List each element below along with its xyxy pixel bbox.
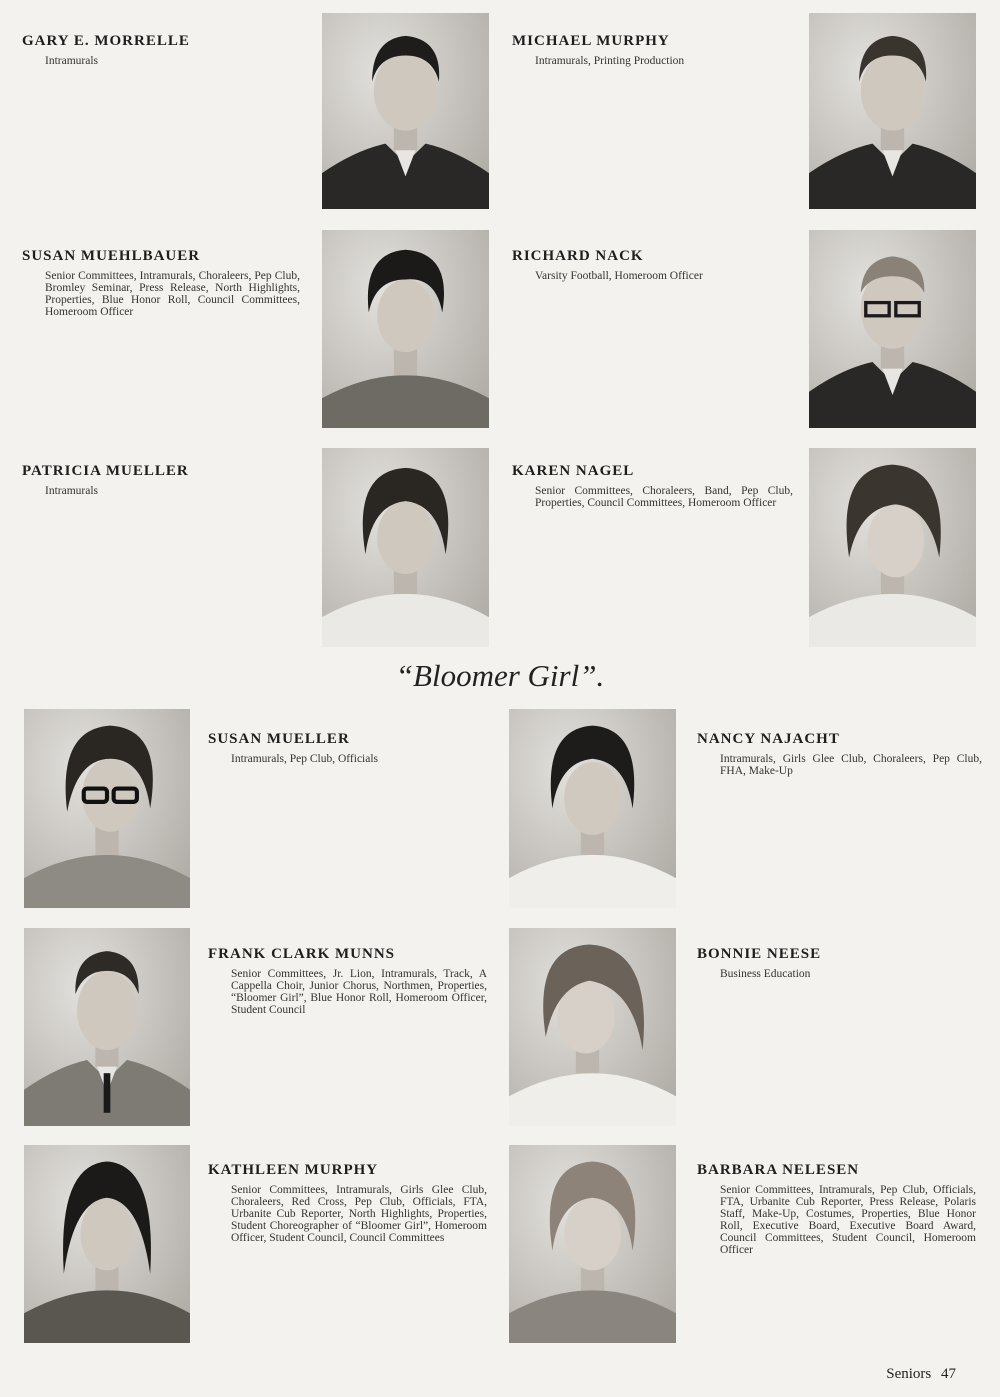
senior-portrait-photo bbox=[322, 448, 489, 647]
senior-entry bbox=[697, 731, 982, 777]
senior-activities: Senior Committees, Intramurals, Choraleers, Pep Club, Bromley Seminar, Press Release, North Highlights, Properties, Blue Honor Roll, Council Committees, Homeroom Officer bbox=[45, 270, 300, 318]
senior-entry bbox=[512, 463, 797, 509]
senior-name: FRANK CLARK MUNNS bbox=[208, 946, 395, 962]
section-label: Seniors bbox=[886, 1366, 932, 1382]
senior-entry bbox=[208, 946, 493, 1016]
senior-entry bbox=[22, 33, 307, 67]
senior-entry bbox=[512, 33, 797, 67]
senior-portrait-photo bbox=[509, 928, 676, 1126]
senior-name: BONNIE NEESE bbox=[697, 946, 822, 962]
senior-portrait-photo bbox=[24, 928, 190, 1126]
senior-portrait-photo bbox=[24, 709, 190, 908]
senior-name: MICHAEL MURPHY bbox=[512, 33, 670, 49]
senior-activities: Varsity Football, Homeroom Officer bbox=[535, 270, 703, 282]
senior-name: NANCY NAJACHT bbox=[697, 731, 840, 747]
senior-name: SUSAN MUELLER bbox=[208, 731, 350, 747]
senior-entry bbox=[697, 1162, 982, 1256]
senior-portrait-photo bbox=[809, 230, 976, 428]
senior-name: PATRICIA MUELLER bbox=[22, 463, 189, 479]
senior-portrait-photo bbox=[509, 1145, 676, 1343]
senior-entry bbox=[208, 731, 493, 765]
quote-caption: “Bloomer Girl”. bbox=[395, 658, 605, 693]
senior-activities: Intramurals, Printing Production bbox=[535, 55, 685, 67]
senior-activities: Intramurals bbox=[45, 485, 99, 497]
senior-portrait-photo bbox=[809, 448, 976, 647]
senior-name: KAREN NAGEL bbox=[512, 463, 635, 479]
senior-activities: Senior Committees, Choraleers, Band, Pep Club, Properties, Council Committees, Homeroom Officer bbox=[535, 485, 793, 509]
senior-entry bbox=[512, 248, 797, 282]
senior-activities: Business Education bbox=[720, 968, 811, 980]
senior-entry bbox=[208, 1162, 493, 1244]
senior-name: SUSAN MUEHLBAUER bbox=[22, 248, 201, 264]
senior-activities: Senior Committees, Jr. Lion, Intramurals, Track, A Cappella Choir, Junior Chorus, Northmen, Properties, “Bloomer Girl”, Blue Honor Roll, Homeroom Officer, Student Council bbox=[231, 968, 487, 1016]
senior-portrait-photo bbox=[809, 13, 976, 209]
senior-name: RICHARD NACK bbox=[512, 248, 644, 264]
senior-portrait-photo bbox=[509, 709, 676, 908]
senior-portrait-photo bbox=[322, 230, 489, 428]
senior-activities: Intramurals bbox=[45, 55, 99, 67]
senior-activities: Senior Committees, Intramurals, Girls Glee Club, Choraleers, Red Cross, Pep Club, Officials, FTA, Urbanite Cub Reporter, North Highlights, Properties, Student Choreographer of “Bloomer Girl”, Homeroom Officer, Student Council, Council Committees bbox=[231, 1184, 487, 1244]
senior-entry bbox=[22, 463, 307, 497]
senior-entry bbox=[22, 248, 307, 318]
senior-activities: Intramurals, Pep Club, Officials bbox=[231, 753, 379, 765]
senior-activities: Intramurals, Girls Glee Club, Choraleers, Pep Club, FHA, Make-Up bbox=[720, 753, 982, 777]
senior-portrait-photo bbox=[322, 13, 489, 209]
senior-portrait-photo bbox=[24, 1145, 190, 1343]
senior-name: KATHLEEN MURPHY bbox=[208, 1162, 379, 1178]
page-number: 47 bbox=[941, 1366, 956, 1382]
senior-entry bbox=[697, 946, 982, 980]
page-footer bbox=[886, 1366, 956, 1383]
senior-name: GARY E. MORRELLE bbox=[22, 33, 190, 49]
senior-activities: Senior Committees, Intramurals, Pep Club, Officials, FTA, Urbanite Cub Reporter, Press Release, Polaris Staff, Make-Up, Costumes, Properties, Blue Honor Roll, Executive Board, Executive Board Award, Council Committees, Student Council, Homeroom Officer bbox=[720, 1184, 976, 1256]
senior-name: BARBARA NELESEN bbox=[697, 1162, 860, 1178]
